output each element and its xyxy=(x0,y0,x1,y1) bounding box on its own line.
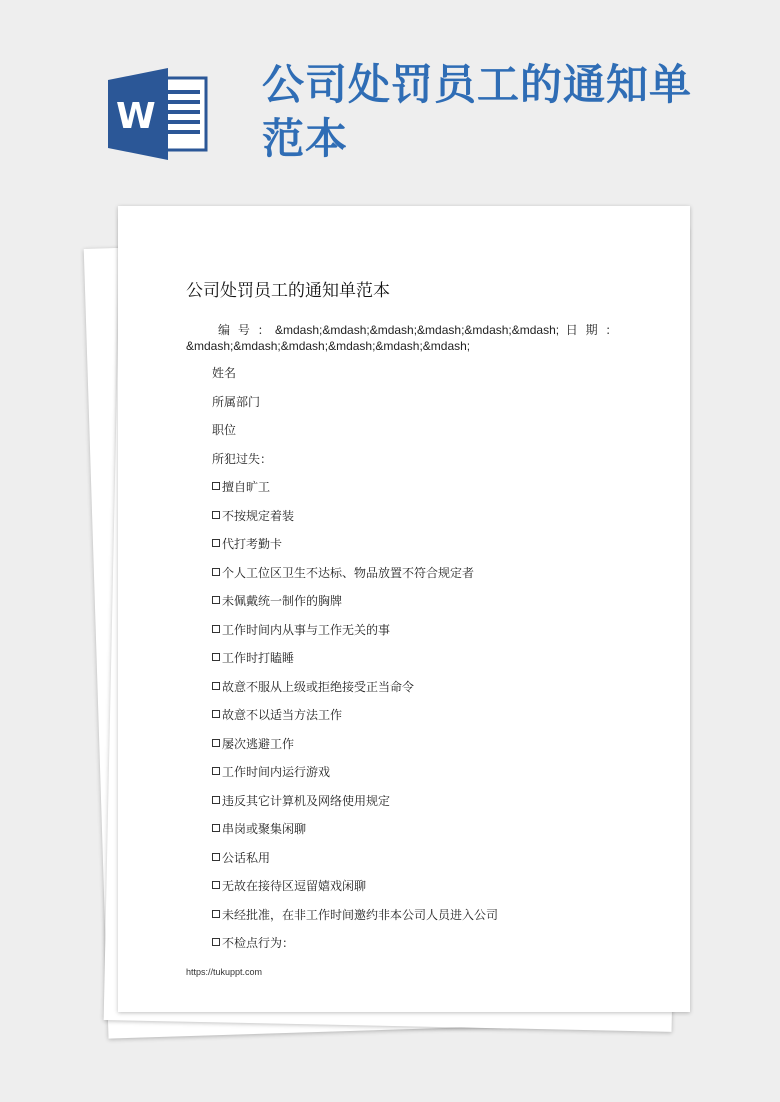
violation-label: 违反其它计算机及网络使用规定 xyxy=(222,793,391,808)
form-field-list xyxy=(212,364,498,963)
checkbox-icon xyxy=(212,796,220,804)
violation-label: 未佩戴统一制作的胸牌 xyxy=(222,594,343,608)
violation-label: 工作时间内从事与工作无关的事 xyxy=(222,622,391,637)
violation-item xyxy=(212,877,498,906)
header-title: 公司处罚员工的通知单范本 xyxy=(262,60,693,163)
violation-label: 屡次逃避工作 xyxy=(222,736,295,751)
violation-label: 故意不以适当方法工作 xyxy=(222,708,343,722)
violation-item xyxy=(212,507,498,536)
footer-url[interactable]: https://tukuppt.com xyxy=(186,967,263,977)
violation-label: 擅自旷工 xyxy=(222,480,271,494)
violation-label: 串岗或聚集闲聊 xyxy=(222,822,307,836)
violation-item xyxy=(212,763,498,792)
number-date-line xyxy=(186,322,626,354)
field-position: 职位 xyxy=(212,423,237,437)
violation-item xyxy=(212,478,498,507)
violation-item xyxy=(212,792,498,821)
violation-label: 个人工位区卫生不达标、物品放置不符合规定者 xyxy=(222,565,475,580)
checkbox-icon xyxy=(212,625,220,633)
date-value: &mdash;&mdash;&mdash;&mdash;&mdash;&mdash; xyxy=(186,339,471,353)
checkbox-icon xyxy=(212,910,220,918)
violation-item xyxy=(212,934,498,963)
checkbox-icon xyxy=(212,682,220,690)
word-icon xyxy=(108,68,208,160)
checkbox-icon xyxy=(212,881,220,889)
violation-label: 故意不服从上级或拒绝接受正当命令 xyxy=(222,679,415,694)
checkbox-icon xyxy=(212,938,220,946)
violation-label: 公话私用 xyxy=(222,850,271,865)
checkbox-icon xyxy=(212,482,220,490)
checkbox-icon xyxy=(212,596,220,604)
violation-item xyxy=(212,849,498,878)
checkbox-icon xyxy=(212,824,220,832)
violation-label: 无故在接待区逗留嬉戏闲聊 xyxy=(222,879,367,893)
violation-item xyxy=(212,592,498,621)
date-label: 日 期 ： xyxy=(565,323,620,337)
number-label: 编 号 ： xyxy=(218,323,272,337)
checkbox-icon xyxy=(212,853,220,861)
violation-item xyxy=(212,906,498,935)
checkbox-icon xyxy=(212,710,220,718)
violation-label: 未经批准，在非工作时间邀约非本公司人员进入公司 xyxy=(222,907,499,922)
field-name: 姓名 xyxy=(212,366,237,380)
number-value: &mdash;&mdash;&mdash;&mdash;&mdash;&mdash; xyxy=(274,323,560,337)
violation-item xyxy=(212,649,498,678)
checkbox-icon xyxy=(212,653,220,661)
document-page xyxy=(118,206,690,1012)
violation-item xyxy=(212,820,498,849)
violation-item xyxy=(212,735,498,764)
violation-item xyxy=(212,535,498,564)
violation-item xyxy=(212,678,498,707)
violation-label: 代打考勤卡 xyxy=(222,537,283,551)
svg-text:W: W xyxy=(116,96,156,137)
checkbox-icon xyxy=(212,539,220,547)
violation-label: 工作时打瞌睡 xyxy=(222,651,295,665)
violation-item xyxy=(212,706,498,735)
checkbox-icon xyxy=(212,511,220,519)
field-department: 所属部门 xyxy=(212,394,261,409)
checkbox-icon xyxy=(212,568,220,576)
violation-label: 不按规定着装 xyxy=(222,508,295,523)
document-title: 公司处罚员工的通知单范本 xyxy=(186,281,390,301)
checkbox-icon xyxy=(212,739,220,747)
violation-item xyxy=(212,621,498,650)
field-offense: 所犯过失： xyxy=(212,451,273,466)
checkbox-icon xyxy=(212,767,220,775)
violation-item xyxy=(212,564,498,593)
violation-label: 工作时间内运行游戏 xyxy=(222,765,331,779)
violation-label: 不检点行为： xyxy=(222,936,295,950)
